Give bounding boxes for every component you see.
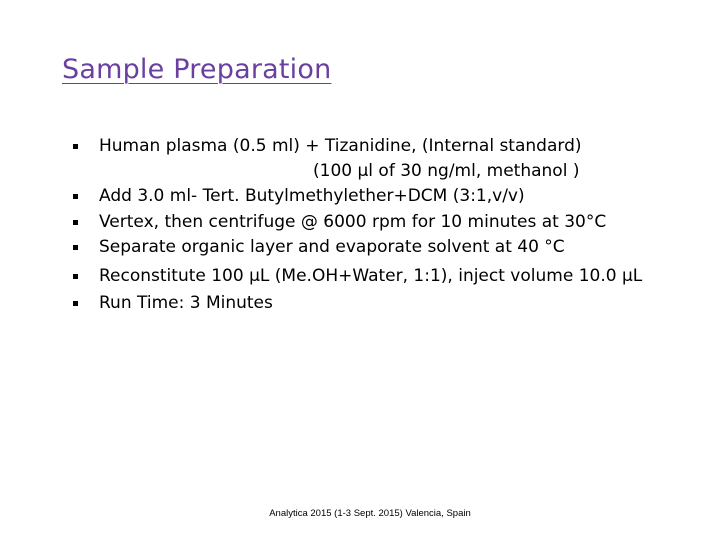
square-bullet-icon	[73, 301, 78, 306]
list-item	[0, 236, 720, 259]
bullet-continuation-text: (100 µl of 30 ng/ml, methanol )	[313, 161, 580, 181]
slide-footer: Analytica 2015 (1-3 Sept. 2015) Valencia, Spain	[269, 508, 471, 519]
list-item	[0, 265, 720, 288]
list-item	[0, 185, 720, 208]
bullet-text: Add 3.0 ml- Tert. Butylmethylether+DCM (3:1,v/v)	[99, 186, 525, 206]
square-bullet-icon	[73, 245, 78, 250]
bullet-text: Reconstitute 100 µL (Me.OH+Water, 1:1), inject volume 10.0 µL	[99, 266, 643, 286]
square-bullet-icon	[73, 194, 78, 199]
square-bullet-icon	[73, 274, 78, 279]
slide-title: Sample Preparation	[62, 54, 332, 85]
list-item	[0, 292, 720, 315]
bullet-text: Run Time: 3 Minutes	[99, 293, 273, 313]
bullet-text: Human plasma (0.5 ml) + Tizanidine, (Internal standard)	[99, 136, 582, 156]
list-item	[0, 135, 720, 158]
square-bullet-icon	[73, 144, 78, 149]
bullet-text: Separate organic layer and evaporate solvent at 40 °C	[99, 237, 565, 257]
list-item	[0, 211, 720, 234]
bullet-text: Vertex, then centrifuge @ 6000 rpm for 10 minutes at 30°C	[99, 212, 607, 232]
square-bullet-icon	[73, 220, 78, 225]
